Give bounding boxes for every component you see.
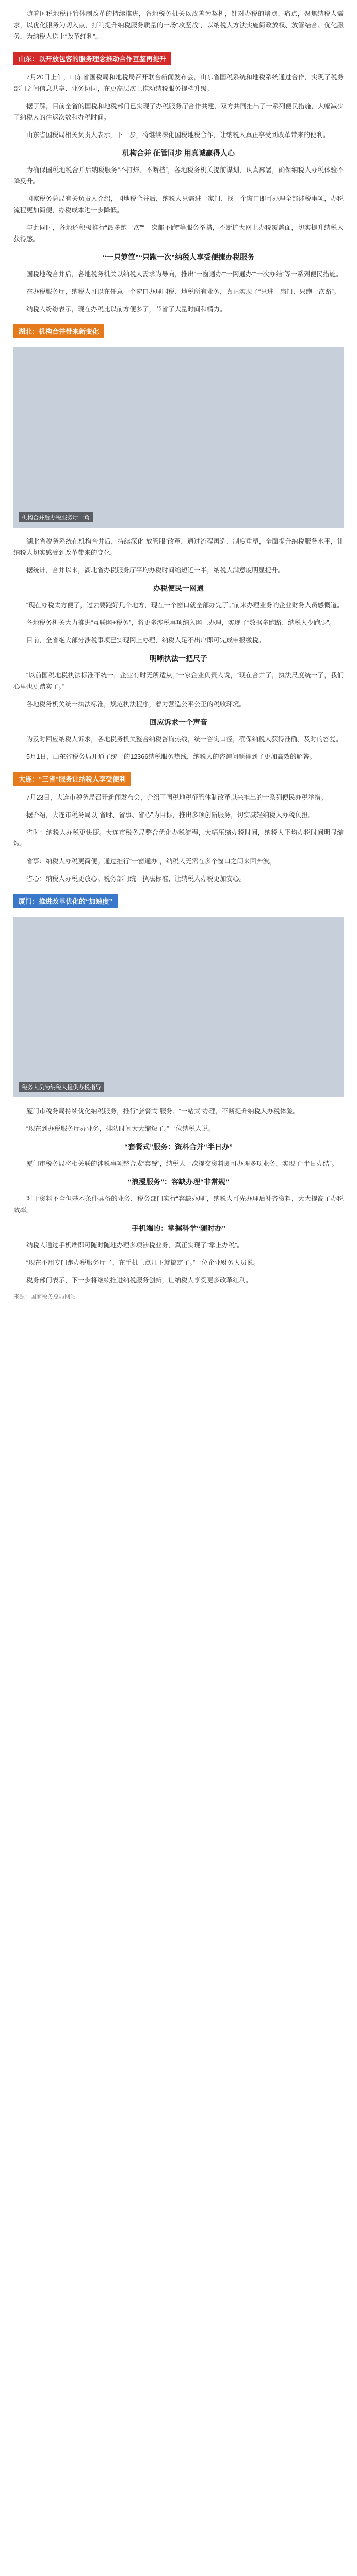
article-section [13, 769, 344, 821]
paragraph: 省心：纳税人办税更放心。税务部门统一执法标准，让纳税人办税更加安心。 [26, 875, 246, 883]
article-section [13, 48, 344, 141]
article-section [13, 1142, 344, 1170]
section-heading: 厦门：推进改革优化的“加速度” [13, 894, 118, 908]
article-section [13, 321, 344, 576]
article-section [13, 717, 344, 762]
paragraph: 纳税人纷纷表示，现在办税比以前方便多了，节省了大量时间和精力。 [26, 306, 226, 313]
article-section [13, 891, 344, 1134]
article [13, 0, 344, 1307]
section-heading: 大连：“三省”服务让纳税人享受便利 [13, 772, 131, 786]
news-photo [13, 917, 344, 1097]
paragraph: 国家税务总局有关负责人介绍，国地税合并后，纳税人只需进一家门、找一个窗口即可办理全部涉税事项，办税流程更加简便，办税成本进一步降低。 [13, 195, 344, 214]
article-section [13, 148, 344, 245]
section-subtitle: 办税便民一网通 [153, 584, 204, 592]
section-subtitle: “一只箩筐”“只跑一次”纳税人享受便捷办税服务 [103, 253, 254, 261]
news-photo [13, 347, 344, 528]
article-section [13, 653, 344, 710]
paragraph: 为确保国税地税合并后纳税服务“不打烊、不断档”，各地税务机关提前谋划，认真部署，确保纳税人办税体验不降反升。 [13, 166, 344, 185]
article-section [13, 1177, 344, 1216]
intro-paragraph: 随着国税地税征管体制改革的持续推进，各地税务机关以改善为契机，针对办税的堵点、痛点，聚焦纳税人需求，以优化服务为切入点，打响提升纳税服务质量的一场“攻坚战”，以纳税人方法实施简政放权、放管结合、优化服务，为纳税人送上“改革红利”。 [13, 10, 344, 40]
paragraph: 湖北省税务系统在机构合并后，持续深化“放管服”改革，通过流程再造、制度重塑，全面提升纳税服务水平，让纳税人切实感受到改革带来的变化。 [13, 538, 344, 556]
article-source: 来源：国家税务总局网站 [13, 1294, 76, 1300]
section-subtitle: 明晰执法一把尺子 [150, 654, 207, 663]
paragraph: 税务部门表示，下一步将继续推进纳税服务创新，让纳税人享受更多改革红利。 [26, 1277, 252, 1284]
photo-caption: 税务人员为纳税人提供办税指导 [19, 1082, 104, 1092]
paragraph: 国税地税合并后，各地税务机关以纳税人需求为导向，推出“一窗通办”“一网通办”“一次办结”等一系列便民措施。 [26, 270, 343, 278]
paragraph: 5月1日，山东省税务局开通了统一的12366纳税服务热线，纳税人的咨询问题得到了更加高效的解答。 [26, 753, 316, 760]
paragraph: 为及时回应纳税人诉求，各地税务机关整合纳税咨询热线，统一咨询口径，确保纳税人获得准确、及时的答复。 [26, 736, 343, 743]
article-intro [13, 8, 344, 42]
section-subtitle: 手机端的：掌握科学“随时办” [132, 1224, 225, 1232]
paragraph: 山东省国税局相关负责人表示，下一步，将继续深化国税地税合作，让纳税人真正享受到改革带来的便利。 [26, 131, 330, 139]
photo-caption: 机构合并后办税服务厅一角 [19, 512, 93, 522]
paragraph: 各地税务机关大力推进“互联网+税务”，将更多涉税事项纳入网上办理，实现了“数据多跑路、纳税人少跑腿”。 [26, 619, 335, 626]
paragraph: 厦门市税务局持续优化纳税服务，推行“套餐式”服务、“一站式”办理，不断提升纳税人办税体验。 [26, 1108, 300, 1115]
paragraph: 厦门市税务局将相关联的涉税事项整合成“套餐”，纳税人一次提交资料即可办理多项业务，实现了“半日办结”。 [26, 1160, 338, 1167]
paragraph: 对于资料不全但基本条件具备的业务，税务部门实行“容缺办理”，纳税人可先办理后补齐资料，大大提高了办税效率。 [13, 1195, 344, 1214]
section-heading: 山东：以开放包容的服务理念推动合作互鉴再提升 [13, 52, 171, 65]
paragraph: “现在到办税服务厅办业务，排队时间大大缩短了。”一位纳税人说。 [26, 1125, 215, 1132]
paragraph: 与此同时，各地还积极推行“最多跑一次”“一次都不跑”等服务举措，不断扩大网上办税覆盖面，切实提升纳税人获得感。 [13, 224, 344, 243]
paragraph: 7月20日上午，山东省国税局和地税局召开联合新闻发布会，山东省国税系统和地税系统通过合作，实现了税务部门之间信息共享、业务协同，在更高层次上推动纳税服务提档升级。 [13, 74, 344, 92]
paragraph: 目前，全省绝大部分涉税事项已实现网上办理，纳税人足不出户即可完成申报缴税。 [26, 637, 265, 644]
paragraph: 据统计，合并以来，湖北省办税服务厅平均办税时间缩短近一半，纳税人满意度明显提升。 [26, 567, 285, 574]
paragraph: 各地税务机关统一执法标准，规范执法程序，着力营造公平公正的税收环境。 [26, 701, 246, 708]
paragraph: 省时：纳税人办税更快捷。大连市税务局整合优化办税流程，大幅压缩办税时间，纳税人平均办税时间明显缩短。 [13, 829, 344, 848]
article-section [13, 827, 344, 885]
section-subtitle: 回应诉求一个声音 [150, 718, 207, 726]
section-heading: 湖北：机构合并带来新变化 [13, 324, 104, 338]
paragraph: 省事：纳税人办税更简便。通过推行“一窗通办”，纳税人无需在多个窗口之间来回奔波。 [26, 858, 276, 865]
paragraph: “以前国税地税执法标准不统一，企业有时无所适从。”一家企业负责人说，“现在合并了，执法尺度统一了，我们心里也更踏实了。” [13, 672, 344, 690]
article-section [13, 252, 344, 315]
article-section [13, 1223, 344, 1286]
paragraph: “现在办税太方便了，过去要跑好几个地方，现在一个窗口就全部办完了。”前来办理业务的企业财务人员感慨道。 [26, 602, 344, 609]
paragraph: 纳税人通过手机端即可随时随地办理多项涉税业务，真正实现了“掌上办税”。 [26, 1242, 244, 1249]
section-subtitle: “套餐式”服务：资料合并“半日办” [124, 1143, 233, 1151]
article-section [13, 583, 344, 646]
paragraph: 据了解，目前全省的国税和地税部门已实现了办税服务厅合作共建，双方共同推出了一系列便民措施，大幅减少了纳税人的往返次数和办税时间。 [13, 103, 344, 121]
article-sections [13, 48, 344, 1286]
paragraph: 7月23日，大连市税务局召开新闻发布会，介绍了国税地税征管体制改革以来推出的一系列便民办税举措。 [26, 794, 328, 801]
paragraph: 据介绍，大连市税务局以“省时、省事、省心”为目标，推出多项创新服务，切实减轻纳税人办税负担。 [26, 811, 315, 819]
section-subtitle: “浪漫服务”：容缺办理“非常规” [128, 1178, 229, 1186]
section-subtitle: 机构合并 征管同步 用真诚赢得人心 [122, 149, 235, 157]
paragraph: 在办税服务厅，纳税人可以在任意一个窗口办理国税、地税所有业务，真正实现了“只进一扇门、只跑一次路”。 [26, 288, 340, 295]
paragraph: “现在不用专门跑办税服务厅了，在手机上点几下就搞定了。”一位企业财务人员说。 [26, 1259, 260, 1266]
